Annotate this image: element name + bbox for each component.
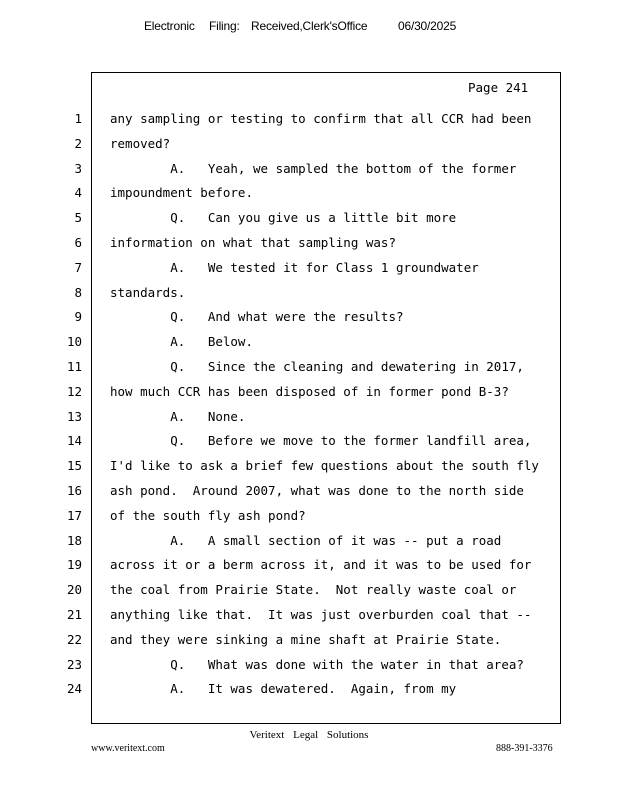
- header-date: 06/30/2025: [398, 19, 457, 33]
- line-text: ash pond. Around 2007, what was done to the north side: [110, 483, 524, 498]
- line-number: 14: [66, 433, 82, 449]
- header-received: Received,Clerk'sOffice: [251, 19, 368, 33]
- transcript-line: [0, 235, 560, 255]
- line-text: and they were sinking a mine shaft at Prairie State.: [110, 631, 502, 647]
- line-text: of the south fly ash pond?: [110, 507, 306, 523]
- line-text: I'd like to ask a brief few questions about the south fly: [110, 458, 539, 474]
- transcript-line: [0, 458, 560, 478]
- line-number: 11: [66, 359, 82, 374]
- line-text: the coal from Prairie State. Not really waste coal or: [110, 582, 517, 598]
- line-text: how much CCR has been disposed of in former pond B-3?: [110, 383, 509, 399]
- line-text: A. Below.: [110, 334, 253, 350]
- line-number: 18: [66, 532, 82, 548]
- footer-company: Veritext Legal Solutions: [249, 729, 369, 741]
- transcript-line: [0, 582, 560, 602]
- transcript-line: [0, 309, 560, 329]
- filing-header: [0, 19, 618, 39]
- transcript-line: [0, 557, 560, 577]
- transcript-line: [0, 111, 560, 131]
- header-electronic: Electronic: [144, 19, 195, 33]
- transcript-line: [0, 136, 560, 156]
- line-text: Q. Since the cleaning and dewatering in 2017,: [110, 359, 524, 374]
- line-number: 24: [66, 681, 82, 697]
- transcript-line: [0, 433, 560, 453]
- transcript-line: [0, 210, 560, 230]
- line-number: 23: [66, 656, 82, 672]
- line-number: 9: [74, 309, 82, 325]
- line-text: Q. And what were the results?: [110, 309, 404, 325]
- line-number: 15: [66, 458, 82, 474]
- line-number: 5: [74, 210, 82, 226]
- line-text: Q. Before we move to the former landfill area,: [110, 433, 532, 449]
- transcript-line: [0, 483, 560, 503]
- line-number: 6: [74, 235, 82, 250]
- transcript-line: [0, 657, 560, 677]
- line-number: 4: [74, 185, 82, 201]
- transcript-line: [0, 161, 560, 181]
- line-number: 2: [74, 135, 82, 151]
- line-text: anything like that. It was just overburden coal that --: [110, 607, 532, 622]
- line-text: impoundment before.: [110, 185, 253, 201]
- line-number: 7: [74, 259, 82, 275]
- footer-phone: 888-391-3376: [496, 743, 553, 754]
- page-number: Page 241: [468, 80, 529, 95]
- line-text: A. It was dewatered. Again, from my: [110, 681, 457, 697]
- line-number: 12: [66, 383, 82, 399]
- line-text: A. A small section of it was -- put a road: [110, 532, 502, 548]
- transcript-line: [0, 384, 560, 404]
- transcript-line: [0, 632, 560, 652]
- line-number: 8: [74, 284, 82, 300]
- transcript-line: [0, 285, 560, 305]
- line-text: information on what that sampling was?: [110, 235, 396, 250]
- transcript-line: [0, 359, 560, 379]
- transcript-line: [0, 409, 560, 429]
- transcript-line: [0, 533, 560, 553]
- line-number: 1: [74, 111, 82, 126]
- line-number: 17: [66, 507, 82, 523]
- line-number: 22: [66, 631, 82, 647]
- transcript-line: [0, 334, 560, 354]
- transcript-line: [0, 508, 560, 528]
- line-text: A. We tested it for Class 1 groundwater: [110, 259, 479, 275]
- transcript-line: [0, 681, 560, 701]
- line-text: standards.: [110, 284, 186, 300]
- line-text: across it or a berm across it, and it was to be used for: [110, 557, 532, 573]
- transcript-line: [0, 185, 560, 205]
- transcript-line: [0, 260, 560, 280]
- line-number: 16: [66, 483, 82, 498]
- line-number: 10: [66, 334, 82, 350]
- line-number: 3: [74, 160, 82, 176]
- transcript-line: [0, 607, 560, 627]
- line-text: A. None.: [110, 408, 246, 424]
- line-number: 21: [66, 607, 82, 622]
- line-text: any sampling or testing to confirm that all CCR had been: [110, 111, 532, 126]
- line-text: A. Yeah, we sampled the bottom of the former: [110, 160, 517, 176]
- line-text: removed?: [110, 135, 171, 151]
- line-number: 19: [66, 557, 82, 573]
- header-filing: Filing:: [209, 19, 240, 33]
- line-text: Q. Can you give us a little bit more: [110, 210, 457, 226]
- line-number: 20: [66, 582, 82, 598]
- footer-website: www.veritext.com: [91, 743, 165, 754]
- line-number: 13: [66, 408, 82, 424]
- line-text: Q. What was done with the water in that area?: [110, 656, 524, 672]
